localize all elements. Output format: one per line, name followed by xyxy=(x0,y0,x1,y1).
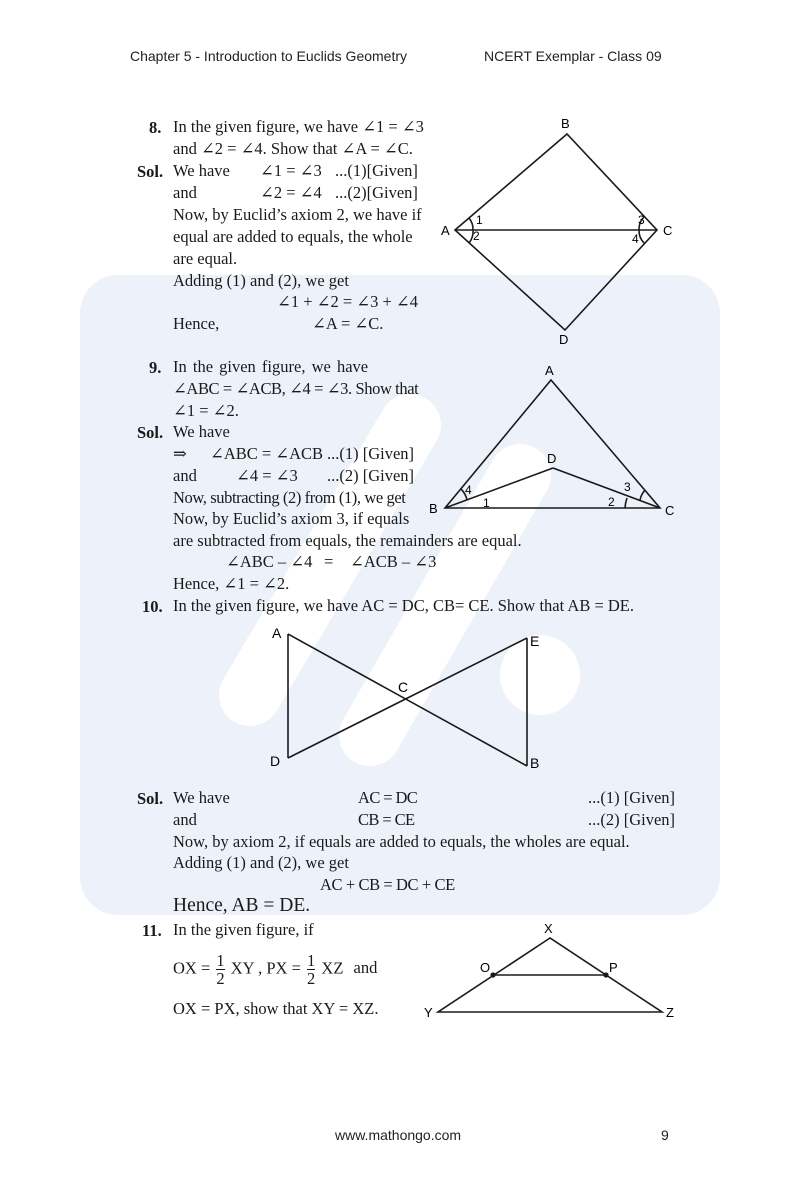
angle-label-2: 2 xyxy=(473,229,480,243)
quadrilateral-abcd xyxy=(455,134,657,330)
point-label-o: O xyxy=(480,960,491,975)
solution-text: Now, subtracting (2) from (1), we get xyxy=(173,488,406,507)
question-number: 10. xyxy=(142,597,163,616)
solution-label: Sol. xyxy=(137,423,164,442)
solution-text: and xyxy=(173,183,197,202)
question-number: 9. xyxy=(149,358,162,377)
angle-arc-2 xyxy=(625,498,627,508)
angle-label-3: 3 xyxy=(624,480,631,494)
fraction-denominator: 2 xyxy=(216,969,225,988)
solution-text: Hence, ∠1 = ∠2. xyxy=(173,574,290,593)
angle-label-4: 4 xyxy=(632,232,639,246)
angle-arc-3 xyxy=(640,490,645,500)
angle-label-4: 4 xyxy=(465,483,472,497)
vertex-label-z: Z xyxy=(666,1005,674,1020)
question-text: and ∠2 = ∠4. Show that ∠A = ∠C. xyxy=(173,139,413,158)
segment-xy: XY xyxy=(230,958,254,978)
question-text: In the given figure, we have xyxy=(173,357,369,376)
solution-math: ∠1 = ∠3 xyxy=(260,161,322,180)
solution-math: CB = CE xyxy=(358,810,415,829)
vertex-label-d: D xyxy=(559,332,569,347)
solution-ref: ...(2) [Given] xyxy=(588,810,676,829)
vertex-label-d: D xyxy=(547,451,557,466)
segment-xz: XZ xyxy=(321,958,344,978)
conjunction-and: and xyxy=(353,958,378,978)
figure-q8-quadrilateral xyxy=(435,112,695,347)
solution-math: ∠ABC = ∠ACB xyxy=(210,444,324,463)
angle-label-1: 1 xyxy=(483,496,490,510)
solution-ref: ...(1) [Given] xyxy=(327,444,415,463)
fraction-denominator: 2 xyxy=(307,969,316,988)
fraction-numerator: 1 xyxy=(216,951,225,970)
footer-page-number: 9 xyxy=(661,1127,669,1143)
question-text: ∠1 = ∠2. xyxy=(173,401,239,420)
angle-label-1: 1 xyxy=(476,213,483,227)
solution-text: Hence, xyxy=(173,314,220,333)
solution-text: are equal. xyxy=(173,249,238,268)
solution-text: We have xyxy=(173,422,230,441)
question-text: In the given figure, we have AC = DC, CB= CE. Show that AB = DE. xyxy=(173,596,635,615)
vertex-label-c: C xyxy=(663,223,673,238)
question-text: In the given figure, if xyxy=(173,920,314,939)
vertex-label-a: A xyxy=(272,625,282,641)
vertex-label-b: B xyxy=(561,116,570,131)
solution-math: ∠A = ∠C. xyxy=(312,314,384,333)
angle-arc-4 xyxy=(639,230,644,243)
solution-ref: ...(2)[Given] xyxy=(335,183,418,202)
header-chapter: Chapter 5 - Introduction to Euclids Geometry xyxy=(130,48,408,64)
solution-math: AC = DC xyxy=(358,788,418,807)
header-book: NCERT Exemplar - Class 09 xyxy=(484,48,662,64)
solution-math: = xyxy=(324,552,334,571)
vertex-label-y: Y xyxy=(424,1005,433,1020)
solution-text: Now, by axiom 2, if equals are added to equals, the wholes are equal. xyxy=(173,832,630,851)
solution-text: are subtracted from equals, the remainders are equal. xyxy=(173,531,522,550)
solution-text: and xyxy=(173,810,197,829)
question-number: 11. xyxy=(142,921,162,940)
question-number: 8. xyxy=(149,118,162,137)
solution-math: ∠ACB – ∠3 xyxy=(350,552,437,571)
vertex-label-b: B xyxy=(530,755,540,771)
solution-label: Sol. xyxy=(137,162,164,181)
fraction-half xyxy=(307,952,315,987)
question-text: ∠ABC = ∠ACB, ∠4 = ∠3. Show that xyxy=(173,379,419,398)
angle-label-2: 2 xyxy=(608,495,615,509)
solution-text: and xyxy=(173,466,197,485)
vertex-label-d: D xyxy=(270,753,281,769)
solution-math: ∠4 = ∠3 xyxy=(236,466,298,485)
question-equation xyxy=(173,952,377,987)
point-p xyxy=(603,972,608,977)
solution-math: AC + CB = DC + CE xyxy=(320,875,455,894)
point-label-p: P xyxy=(609,960,618,975)
question-text: In the given figure, we have ∠1 = ∠3 xyxy=(173,117,424,136)
solution-text: We have xyxy=(173,161,230,180)
equation-lhs-ox: OX = xyxy=(173,958,211,978)
vertex-label-c: C xyxy=(398,679,409,695)
solution-text: Adding (1) and (2), we get xyxy=(173,853,349,872)
figure-q11-triangle xyxy=(420,918,690,1023)
solution-label: Sol. xyxy=(137,789,164,808)
solution-math: ∠ABC – ∠4 xyxy=(226,552,313,571)
solution-ref: ...(1)[Given] xyxy=(335,161,418,180)
footer-website[interactable]: www.mathongo.com xyxy=(335,1127,462,1143)
equation-px: , PX = xyxy=(258,958,301,978)
vertex-label-c: C xyxy=(665,503,675,518)
fraction-numerator: 1 xyxy=(307,951,316,970)
segment-ab xyxy=(288,634,527,766)
solution-math: ∠2 = ∠4 xyxy=(260,183,322,202)
conclusion-text: Hence, AB = DE. xyxy=(173,895,311,916)
solution-text: We have xyxy=(173,788,230,807)
vertex-label-b: B xyxy=(429,501,438,516)
vertex-label-x: X xyxy=(544,921,553,936)
fraction-half xyxy=(216,952,224,987)
figure-q10-crossed-lines xyxy=(262,618,552,778)
solution-text: Now, by Euclid’s axiom 3, if equals xyxy=(173,509,410,528)
angle-label-3: 3 xyxy=(638,213,645,227)
vertex-label-a: A xyxy=(545,363,554,378)
vertex-label-e: E xyxy=(530,633,540,649)
solution-text: Adding (1) and (2), we get xyxy=(173,271,349,290)
question-text: OX = PX, show that XY = XZ. xyxy=(173,999,379,1018)
segment-de xyxy=(288,638,527,758)
vertex-label-a: A xyxy=(441,223,450,238)
solution-ref: ...(2) [Given] xyxy=(327,466,415,485)
point-o xyxy=(490,972,495,977)
solution-text: Now, by Euclid’s axiom 2, we have if xyxy=(173,205,422,224)
solution-ref: ...(1) [Given] xyxy=(588,788,676,807)
solution-math: ∠1 + ∠2 = ∠3 + ∠4 xyxy=(277,292,418,311)
implies-symbol: ⇒ xyxy=(173,444,187,463)
figure-q9-triangle xyxy=(425,360,685,525)
solution-text: equal are added to equals, the whole xyxy=(173,227,413,246)
